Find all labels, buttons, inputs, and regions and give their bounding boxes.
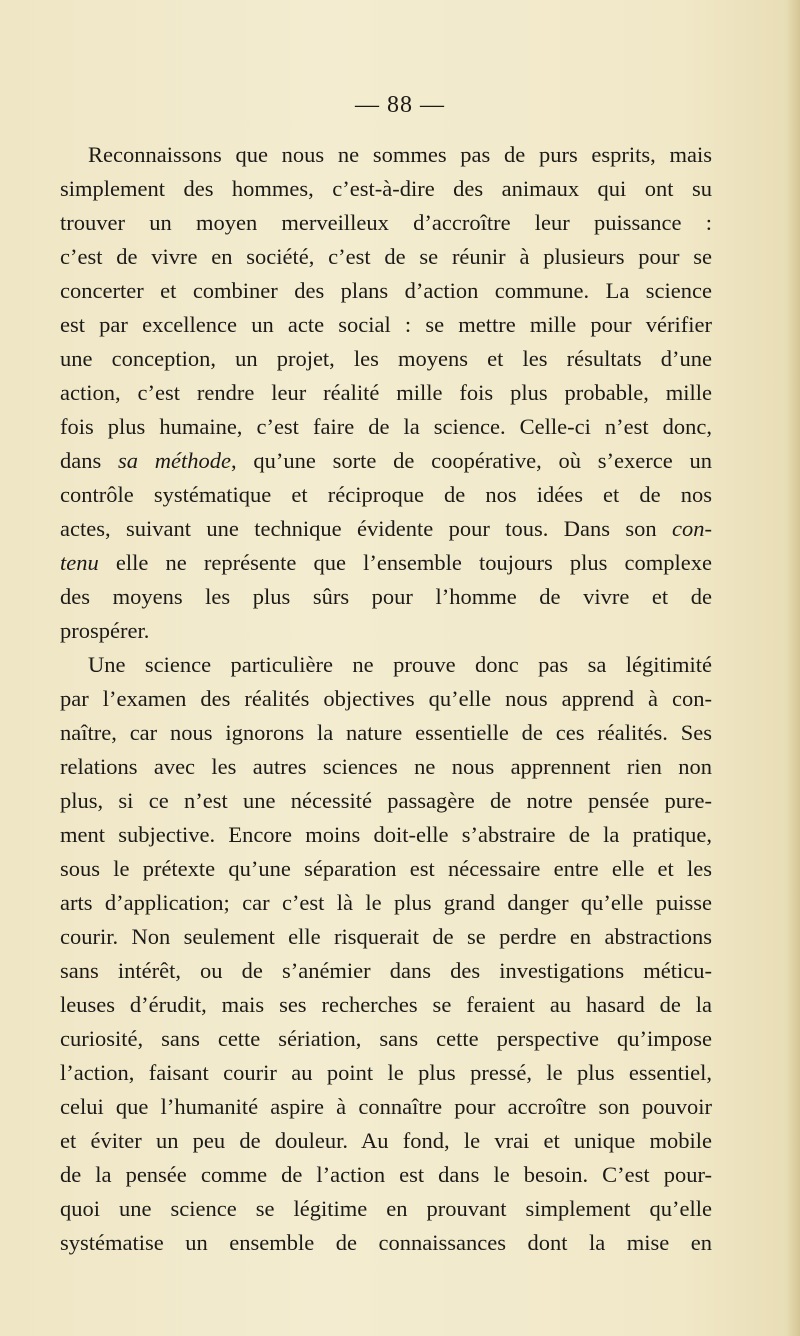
text-line — [60, 1090, 712, 1124]
text-line — [60, 818, 712, 852]
text-segment: et éviter un peu de douleur. Au fond, le vrai et unique mobile — [60, 1128, 712, 1153]
text-line — [60, 274, 712, 308]
text-line — [60, 614, 712, 648]
text-segment: arts d’application; car c’est là le plus grand danger qu’elle puisse — [60, 890, 712, 915]
text-segment: de la pensée comme de l’action est dans le besoin. C’est pour- — [60, 1162, 712, 1187]
text-line — [60, 750, 712, 784]
text-line — [60, 206, 712, 240]
text-segment: elle ne représente que l’ensemble toujours plus complexe — [98, 550, 712, 575]
text-segment: ment subjective. Encore moins doit-elle s’abstraire de la pratique, — [60, 822, 712, 847]
text-line — [60, 376, 712, 410]
text-segment: Reconnaissons que nous ne sommes pas de purs esprits, mais — [88, 142, 712, 167]
text-line — [60, 784, 712, 818]
text-line — [60, 1022, 712, 1056]
text-line — [60, 1124, 712, 1158]
text-line — [60, 1158, 712, 1192]
text-segment: naître, car nous ignorons la nature essentielle de ces réalités. Ses — [60, 720, 712, 745]
text-line — [60, 342, 712, 376]
text-segment: l’action, faisant courir au point le plus pressé, le plus essentiel, — [60, 1060, 712, 1085]
text-segment: actes, suivant une technique évidente pour tous. Dans son — [60, 516, 673, 541]
text-segment: trouver un moyen merveilleux d’accroître leur puissance : — [60, 210, 712, 235]
text-segment: courir. Non seulement elle risquerait de se perdre en abstractions — [60, 924, 712, 949]
text-segment: relations avec les autres sciences ne nous apprennent rien non — [60, 754, 712, 779]
text-segment: des moyens les plus sûrs pour l’homme de vivre et de — [60, 584, 712, 609]
text-line — [60, 988, 712, 1022]
text-line — [60, 920, 712, 954]
text-segment: fois plus humaine, c’est faire de la science. Celle-ci n’est donc, — [60, 414, 712, 439]
text-segment: par l’examen des réalités objectives qu’elle nous apprend à con- — [60, 686, 712, 711]
text-segment: prospérer. — [60, 618, 150, 643]
text-line — [60, 138, 712, 172]
text-segment: leuses d’érudit, mais ses recherches se feraient au hasard de la — [60, 992, 712, 1017]
text-segment: dans — [60, 448, 119, 473]
text-line — [60, 852, 712, 886]
text-segment: celui que l’humanité aspire à connaître pour accroître son pouvoir — [60, 1094, 712, 1119]
text-segment: concerter et combiner des plans d’action commune. La science — [60, 278, 712, 303]
text-segment: contrôle systématique et réciproque de nos idées et de nos — [60, 482, 712, 507]
text-line — [60, 512, 712, 546]
text-line — [60, 716, 712, 750]
text-line — [60, 648, 712, 682]
text-segment: c’est de vivre en société, c’est de se réunir à plusieurs pour se — [60, 244, 712, 269]
text-segment: sous le prétexte qu’une séparation est nécessaire entre elle et les — [60, 856, 712, 881]
text-line — [60, 1056, 712, 1090]
text-line — [60, 308, 712, 342]
page-number: — 88 — — [355, 92, 445, 118]
text-segment: action, c’est rendre leur réalité mille fois plus probable, mille — [60, 380, 712, 405]
text-line — [60, 546, 712, 580]
text-line — [60, 886, 712, 920]
text-segment: est par excellence un acte social : se mettre mille pour vérifier — [60, 312, 712, 337]
text-line — [60, 1226, 712, 1260]
text-line — [60, 682, 712, 716]
text-segment: Une science particulière ne prouve donc pas sa légitimité — [88, 652, 712, 677]
text-line — [60, 580, 712, 614]
text-segment: systématise un ensemble de connaissances dont la mise en — [60, 1230, 712, 1255]
body-text — [60, 138, 712, 1260]
text-segment: plus, si ce n’est une nécessité passagère de notre pensée pure- — [60, 788, 712, 813]
italic-text: con- — [672, 516, 712, 541]
text-line — [60, 444, 712, 478]
text-line — [60, 954, 712, 988]
text-line — [60, 478, 712, 512]
text-line — [60, 1192, 712, 1226]
text-segment: , qu’une sorte de coopérative, où s’exerce un — [231, 448, 712, 473]
text-segment: sans intérêt, ou de s’anémier dans des investigations méticu- — [60, 958, 712, 983]
text-segment: quoi une science se légitime en prouvant simplement qu’elle — [60, 1196, 712, 1221]
text-line — [60, 172, 712, 206]
text-line — [60, 240, 712, 274]
italic-text: tenu — [60, 550, 99, 575]
text-line — [60, 410, 712, 444]
text-segment: simplement des hommes, c’est-à-dire des animaux qui ont su — [60, 176, 712, 201]
italic-text: sa méthode — [118, 448, 232, 473]
text-segment: une conception, un projet, les moyens et les résultats d’une — [60, 346, 712, 371]
text-segment: curiosité, sans cette sériation, sans cette perspective qu’impose — [60, 1026, 712, 1051]
